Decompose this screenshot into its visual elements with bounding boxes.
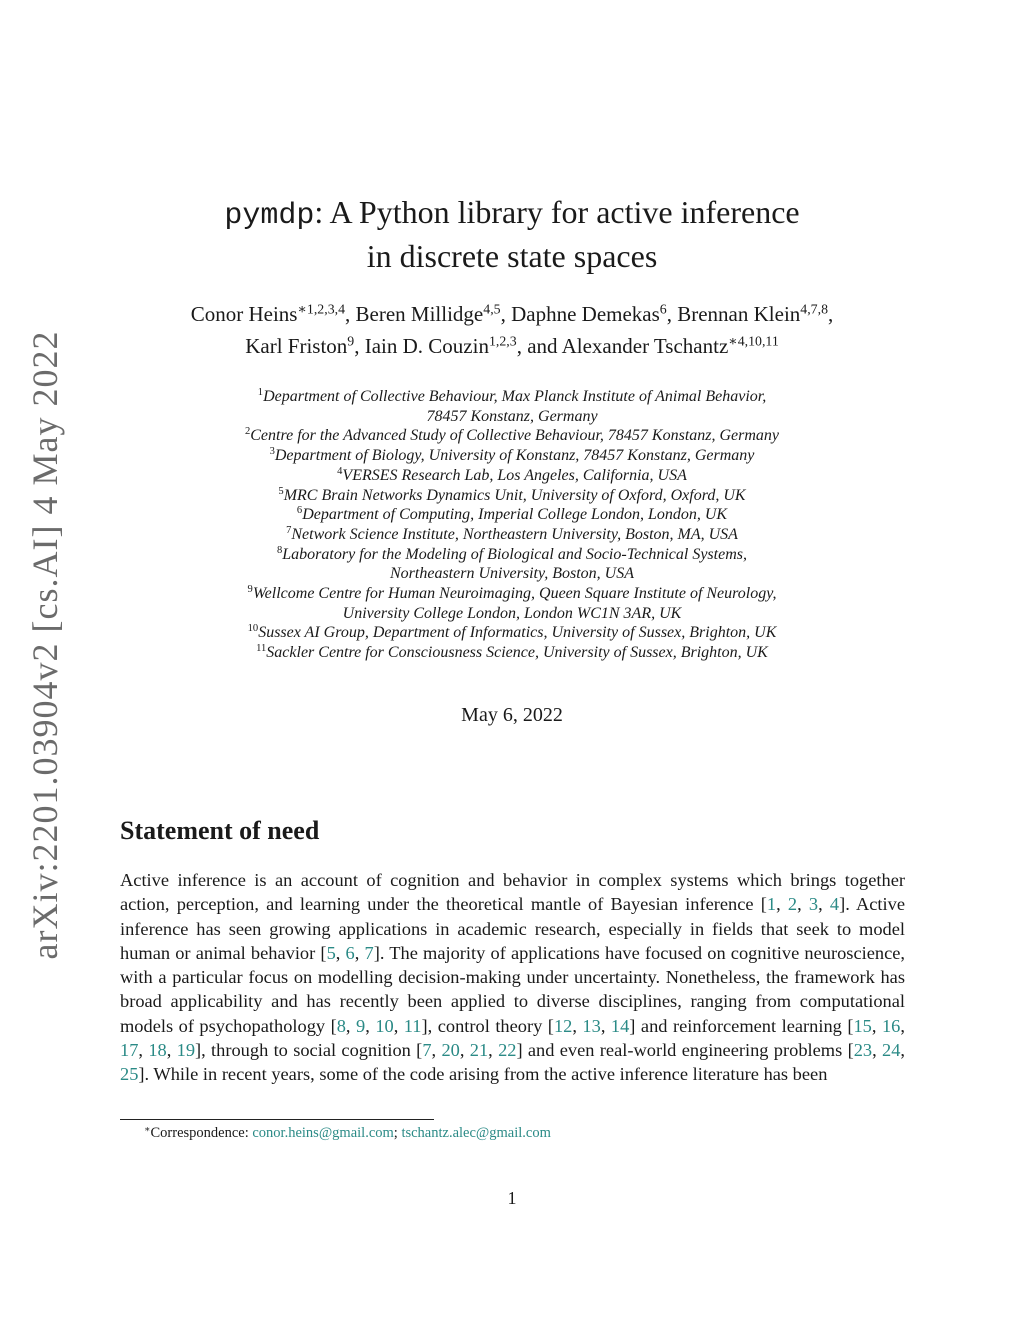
paragraph-text: , <box>365 1015 376 1036</box>
affiliation-number: 9 <box>247 584 253 596</box>
affiliation-item <box>0 466 1024 486</box>
affiliation-item <box>0 446 1024 466</box>
paragraph-text: ]. Active inference has seen growing applications in academic research, especially in fields that seek to model human or animal behavior [ <box>120 894 906 963</box>
paragraph-text: , <box>572 1015 583 1036</box>
affiliation-number: 6 <box>296 505 303 517</box>
title-line-2: in discrete state spaces <box>366 238 658 274</box>
author-affiliation-marks: 4,7,8 <box>800 301 828 317</box>
affiliation-number: 3 <box>269 446 275 458</box>
affiliation-list <box>0 387 1024 663</box>
citation-link[interactable]: 3 <box>808 894 819 915</box>
paragraph-text: , <box>335 942 346 963</box>
affiliation-text: Network Science Institute, Northeastern University, Boston, MA, USA <box>291 525 738 543</box>
author-affiliation-marks: 9 <box>347 333 355 349</box>
author-separator: , <box>500 302 512 326</box>
affiliation-text: Laboratory for the Modeling of Biological and Socio-Technical Systems, <box>282 545 747 563</box>
correspondence-footnote <box>144 1125 551 1142</box>
paragraph-text: , <box>393 1015 404 1036</box>
citation-link[interactable]: 1 <box>766 894 777 915</box>
paragraph-text: , <box>818 894 830 915</box>
affiliation-item <box>0 584 1024 604</box>
author-name: Beren Millidge <box>355 302 484 326</box>
affiliation-number: 7 <box>286 525 292 537</box>
paper-title <box>0 192 1024 276</box>
page-number: 1 <box>507 1188 517 1208</box>
citation-link[interactable]: 24 <box>882 1040 901 1061</box>
affiliation-item <box>0 525 1024 545</box>
paragraph-text: , <box>797 894 809 915</box>
citation-link[interactable]: 14 <box>610 1015 630 1036</box>
paragraph-text: , <box>871 1015 882 1036</box>
citation-link[interactable]: 8 <box>336 1015 346 1036</box>
citation-link[interactable]: 22 <box>498 1040 517 1061</box>
affiliation-number: 8 <box>277 544 283 556</box>
affiliation-item <box>0 564 1024 584</box>
citation-link[interactable]: 7 <box>422 1040 432 1061</box>
citation-link[interactable]: 21 <box>469 1040 489 1061</box>
footnote-divider <box>120 1119 434 1120</box>
author-separator: , <box>828 302 834 326</box>
paragraph-text: ], control theory [ <box>421 1015 554 1036</box>
affiliation-number: 10 <box>247 623 259 635</box>
author-list <box>0 298 1024 362</box>
paragraph-text: , <box>345 1015 357 1036</box>
affiliation-text: Department of Biology, University of Konstanz, 78457 Konstanz, Germany <box>274 447 755 465</box>
author-separator: , <box>345 302 356 326</box>
author-name: Alexander Tschantz <box>561 334 729 358</box>
affiliation-text: Centre for the Advanced Study of Collective Behaviour, 78457 Konstanz, Germany <box>250 427 780 445</box>
author-name: Iain D. Couzin <box>364 334 489 358</box>
paragraph-text: , <box>900 1015 905 1036</box>
paragraph-text: , <box>431 1040 442 1061</box>
affiliation-text: University College London, London WC1N 3AR, UK <box>342 604 682 622</box>
author-affiliation-marks: 1,2,3 <box>488 333 517 349</box>
affiliation-text: Department of Collective Behaviour, Max Planck Institute of Animal Behavior, <box>263 388 767 405</box>
author-name: Brennan Klein <box>677 302 801 326</box>
affiliation-text: Sackler Centre for Consciousness Science, University of Sussex, Brighton, UK <box>266 644 768 662</box>
affiliation-item <box>0 505 1024 525</box>
citation-link[interactable]: 9 <box>356 1015 366 1036</box>
author-name: Karl Friston <box>245 334 348 358</box>
affiliation-text: 78457 Konstanz, Germany <box>426 407 598 425</box>
paragraph-text: Active inference is an account of cognition and behavior in complex systems which brings together action, perception, and learning under the theoretical mantle of Bayesian inference [ <box>120 870 905 915</box>
citation-link[interactable]: 25 <box>120 1064 139 1085</box>
affiliation-text: VERSES Research Lab, Los Angeles, California, USA <box>342 466 687 484</box>
title-line-1-rest: : A Python library for active inference <box>314 194 800 230</box>
arxiv-identifier-stamp: arXiv:2201.03904v2 [cs.AI] 4 May 2022 <box>25 330 65 960</box>
email-link-heins[interactable]: conor.heins@gmail.com <box>252 1125 394 1141</box>
affiliation-item <box>0 387 1024 407</box>
paragraph-text: ]. The majority of applications have focused on cognitive neuroscience, with a particular focus on modelling decision-making under uncertainty. Nonetheless, the framework has broad applicability and has recently been applied to diverse disciplines, ranging from computational models of psychopathology [ <box>120 942 905 1036</box>
affiliation-text: Northeastern University, Boston, USA <box>390 565 634 583</box>
citation-link[interactable]: 2 <box>787 894 798 915</box>
paragraph-text: ]. While in recent years, some of the code arising from the active inference literature has been <box>138 1064 828 1085</box>
citation-link[interactable]: 11 <box>403 1015 422 1036</box>
citation-link[interactable]: 18 <box>148 1040 167 1061</box>
affiliation-item <box>0 407 1024 427</box>
title-line-1 <box>0 192 1024 236</box>
footnote-separator: ; <box>393 1125 402 1141</box>
citation-link[interactable]: 19 <box>176 1040 196 1061</box>
paragraph-text: , <box>459 1040 470 1061</box>
paragraph-text: ] and even real-world engineering problems [ <box>516 1040 854 1061</box>
paragraph-text: , <box>166 1040 177 1061</box>
authors-line-2 <box>0 330 1024 362</box>
affiliation-number: 4 <box>337 466 343 478</box>
affiliation-number: 1 <box>257 387 264 399</box>
citation-link[interactable]: 12 <box>553 1015 573 1036</box>
affiliation-number: 2 <box>244 426 251 438</box>
paragraph-text: , <box>138 1040 149 1061</box>
paragraph-text: , <box>488 1040 499 1061</box>
affiliation-number: 5 <box>278 485 284 497</box>
affiliation-item <box>0 623 1024 643</box>
affiliation-text: Sussex AI Group, Department of Informatics, University of Sussex, Brighton, UK <box>258 624 777 642</box>
paragraph-text: ], through to social cognition [ <box>195 1040 423 1061</box>
author-separator: , and <box>516 334 562 358</box>
affiliation-item <box>0 486 1024 506</box>
author-separator: , <box>354 334 365 358</box>
citation-link[interactable]: 4 <box>829 894 840 915</box>
author-affiliation-marks: ∗4,10,11 <box>728 333 779 349</box>
statement-of-need-paragraph <box>120 868 905 1087</box>
citation-link[interactable]: 13 <box>582 1015 601 1036</box>
affiliation-text: MRC Brain Networks Dynamics Unit, University of Oxford, Oxford, UK <box>283 486 746 504</box>
affiliation-text: Department of Computing, Imperial College London, London, UK <box>302 506 728 524</box>
citation-link[interactable]: 6 <box>345 942 355 963</box>
email-link-tschantz[interactable]: tschantz.alec@gmail.com <box>401 1125 551 1141</box>
citation-link[interactable]: 20 <box>441 1040 460 1061</box>
affiliation-item <box>0 643 1024 663</box>
publication-date: May 6, 2022 <box>461 704 563 726</box>
author-affiliation-marks: 6 <box>659 301 667 317</box>
citation-link[interactable]: 10 <box>375 1015 394 1036</box>
paragraph-text: , <box>600 1015 611 1036</box>
citation-link[interactable]: 16 <box>881 1015 901 1036</box>
affiliation-number: 11 <box>256 643 267 655</box>
authors-line-1 <box>0 298 1024 330</box>
affiliation-item <box>0 545 1024 565</box>
author-separator: , <box>666 302 678 326</box>
title-code-name: pymdp <box>224 199 315 233</box>
citation-link[interactable]: 23 <box>853 1040 873 1061</box>
paragraph-text: , <box>354 942 365 963</box>
citation-link[interactable]: 17 <box>120 1040 139 1061</box>
author-name: Daphne Demekas <box>511 302 660 326</box>
citation-link[interactable]: 7 <box>364 942 374 963</box>
paragraph-text: , <box>900 1040 906 1061</box>
citation-link[interactable]: 5 <box>326 942 336 963</box>
author-name: Conor Heins <box>190 302 298 326</box>
footnote-label: Correspondence: <box>150 1125 253 1141</box>
affiliation-item <box>0 426 1024 446</box>
citation-link[interactable]: 15 <box>853 1015 872 1036</box>
paragraph-text: , <box>872 1040 883 1061</box>
author-affiliation-marks: 4,5 <box>483 301 501 317</box>
section-heading: Statement of need <box>120 816 320 845</box>
footnote-marker: ∗ <box>144 1123 151 1135</box>
affiliation-item <box>0 604 1024 624</box>
author-affiliation-marks: ∗1,2,3,4 <box>297 301 346 317</box>
paragraph-text: ] and reinforcement learning [ <box>629 1015 854 1036</box>
affiliation-text: Wellcome Centre for Human Neuroimaging, Queen Square Institute of Neurology, <box>252 585 777 603</box>
paragraph-text: , <box>776 894 788 915</box>
